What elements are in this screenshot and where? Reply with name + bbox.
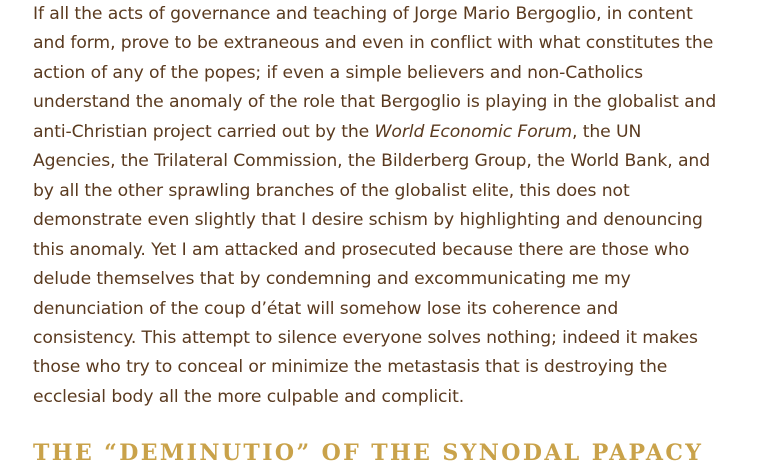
paragraph-line-5: [33, 118, 733, 147]
paragraph-line-10: delude themselves that by condemning and excommunicating me my: [33, 269, 631, 290]
paragraph-line-14: ecclesial body all the more culpable and complicit.: [33, 386, 465, 407]
paragraph-line-8: demonstrate even slightly that I desire schism by highlighting and denouncing: [33, 210, 703, 231]
paragraph-line-2: and form, prove to be extraneous and even in conflict with what constitutes the: [33, 33, 714, 54]
paragraph-line-11: denunciation of the coup d’état will somehow lose its coherence and: [33, 298, 619, 319]
paragraph-line-1: If all the acts of governance and teaching of Jorge Mario Bergoglio, in content: [33, 4, 693, 24]
article-body: [33, 0, 733, 412]
paragraph-line-3: action of any of the popes; if even a simple believers and non-Catholics: [33, 62, 644, 83]
section-heading: THE “DEMINUTIO” OF THE SYNODAL PAPACY: [33, 440, 704, 466]
paragraph-line-4: understand the anomaly of the role that Bergoglio is playing in the globalist and: [33, 92, 717, 113]
paragraph-line-5-start: anti-Christian project carried out by the: [33, 121, 375, 142]
article-paragraph: [33, 0, 733, 412]
world-economic-forum-text: World Economic Forum: [374, 121, 573, 142]
paragraph-line-6: Agencies, the Trilateral Commission, the Bilderberg Group, the World Bank, and: [33, 151, 711, 172]
paragraph-line-13: those who try to conceal or minimize the metastasis that is destroying the: [33, 357, 668, 378]
paragraph-line-9: this anomaly. Yet I am attacked and prosecuted because there are those who: [33, 239, 690, 260]
paragraph-line-7: by all the other sprawling branches of the globalist elite, this does not: [33, 180, 630, 201]
paragraph-line-12: consistency. This attempt to silence everyone solves nothing; indeed it makes: [33, 327, 698, 348]
paragraph-line-5-end: , the UN: [572, 121, 642, 142]
